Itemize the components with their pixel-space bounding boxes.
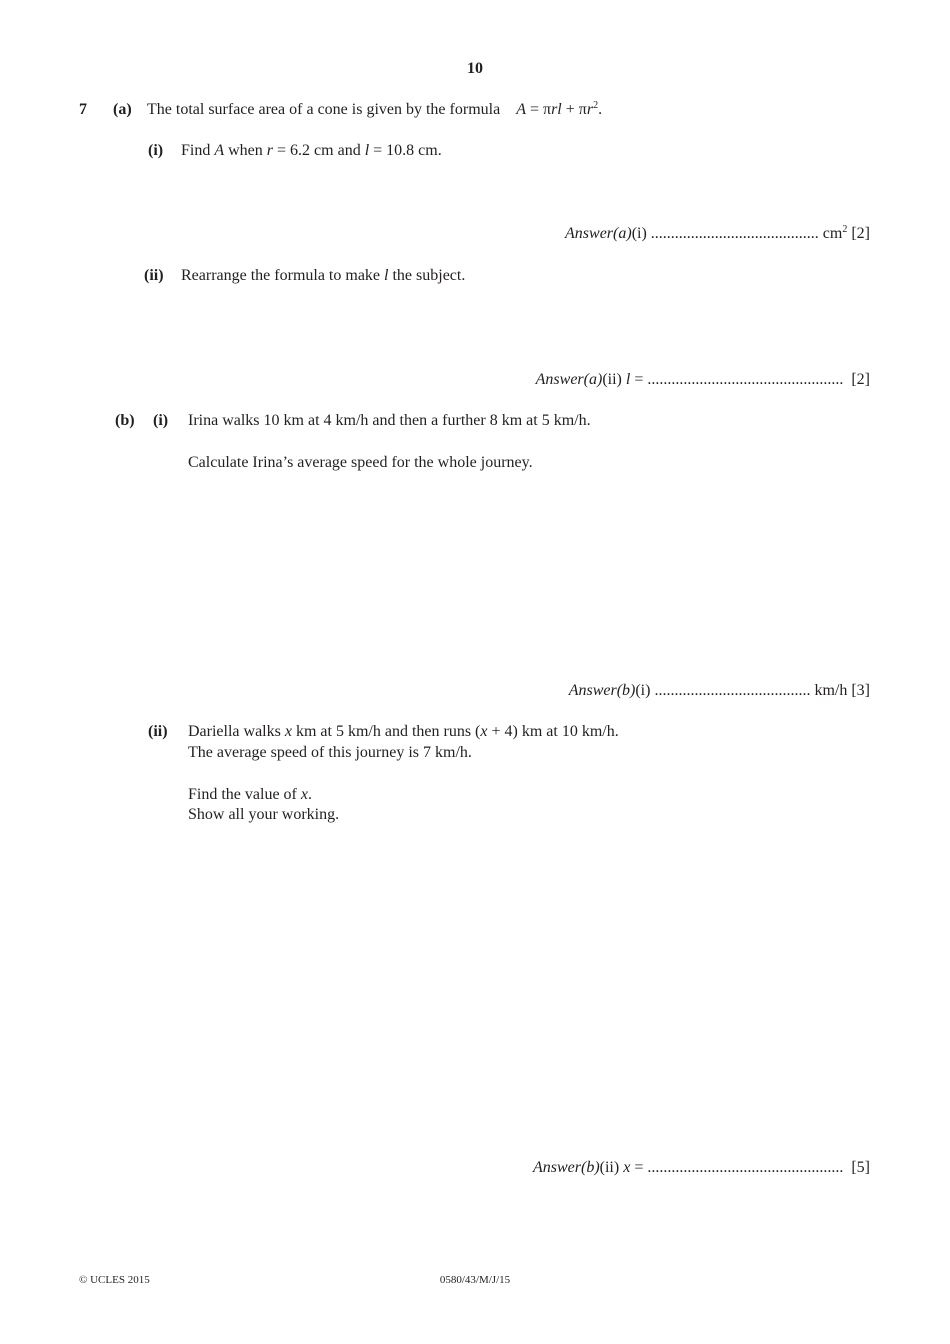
marks-b-i: [3] [851, 682, 870, 699]
answer-b-ii-line: Answer(b)(ii) x = ................................................. [5] [533, 1159, 870, 1176]
part-b-i-line1: Irina walks 10 km at 4 km/h and then a further 8 km at 5 km/h. [188, 412, 591, 429]
part-b-label: (b) [115, 412, 135, 429]
question-number: 7 [79, 101, 87, 118]
part-a-stem [147, 100, 602, 120]
answer-b-i-field[interactable]: ....................................... [654, 682, 811, 699]
part-b-ii-line1: Dariella walks x km at 5 km/h and then runs (x + 4) km at 10 km/h. [188, 723, 619, 740]
marks-b-ii: [5] [851, 1159, 870, 1176]
part-a-i-text: Find A when r = 6.2 cm and l = 10.8 cm. [181, 142, 442, 159]
part-b-ii-label: (ii) [148, 723, 168, 740]
footer-paper-code: 0580/43/M/J/15 [439, 1274, 511, 1286]
answer-a-i-line: Answer(a)(i) .......................................... $cm^2$ [2] [565, 224, 870, 242]
page-number: 10 [467, 60, 483, 77]
part-b-ii-line3: Find the value of x. [188, 786, 312, 803]
footer-copyright: © UCLES 2015 [79, 1274, 150, 1286]
part-b-i-label: (i) [153, 412, 169, 429]
part-a-i-label: (i) [148, 142, 164, 159]
answer-b-i-line: Answer(b)(i) ....................................... km/h [3] [568, 682, 870, 699]
part-b-ii-line4: Show all your working. [188, 806, 340, 823]
cone-area-formula: $A = \pi rl + \pi r^2$. [516, 100, 603, 118]
answer-a-ii-line: Answer(a)(ii) l = ................................................. [2] [535, 371, 870, 388]
part-b-i-line2: Calculate Irina’s average speed for the whole journey. [188, 454, 533, 471]
marks-a-i: [2] [851, 225, 870, 242]
answer-a-i-field[interactable]: .......................................... [650, 225, 819, 242]
marks-a-ii: [2] [851, 371, 870, 388]
part-a-label: (a) [113, 101, 132, 118]
part-b-ii-line2: The average speed of this journey is 7 km/h. [188, 744, 472, 761]
answer-a-ii-field[interactable]: ................................................. [647, 371, 844, 388]
part-a-stem-text: The total surface area of a cone is given by the formula [147, 101, 501, 118]
part-a-ii-label: (ii) [144, 267, 164, 284]
answer-b-ii-field[interactable]: ................................................. [647, 1159, 844, 1176]
part-a-ii-text: Rearrange the formula to make l the subject. [181, 267, 466, 284]
